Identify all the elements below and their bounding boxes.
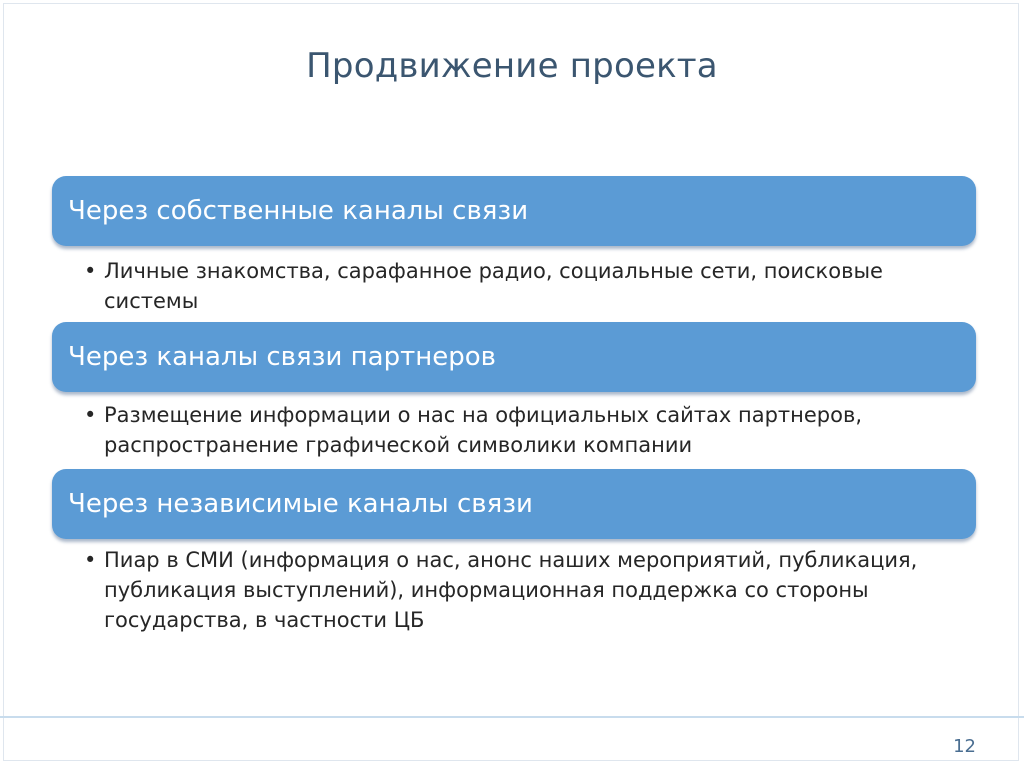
slide-title: Продвижение проекта <box>306 46 718 86</box>
bullet-item-independent-channels <box>84 545 954 635</box>
bullet-text: Личные знакомства, сарафанное радио, социальные сети, поисковые системы <box>104 259 883 313</box>
bullet-item-partner-channels <box>84 400 954 460</box>
bullet-item-own-channels <box>84 256 954 316</box>
section-heading-independent-channels: Через независимые каналы связи <box>52 469 976 539</box>
page-number: 12 <box>953 736 976 757</box>
section-heading-partner-channels: Через каналы связи партнеров <box>52 322 976 392</box>
bullet-dot-icon: • <box>84 403 97 427</box>
bullet-dot-icon: • <box>84 548 97 572</box>
footer-divider <box>0 716 1024 718</box>
section-heading-own-channels: Через собственные каналы связи <box>52 176 976 246</box>
bullet-text: Размещение информации о нас на официальных сайтах партнеров, распространение графической символики компании <box>104 403 863 457</box>
bullet-text: Пиар в СМИ (информация о нас, анонс наших мероприятий, публикация, публикация выступлений), информационная поддержка со стороны государства, в частности ЦБ <box>104 548 918 632</box>
bullet-dot-icon: • <box>84 259 97 283</box>
